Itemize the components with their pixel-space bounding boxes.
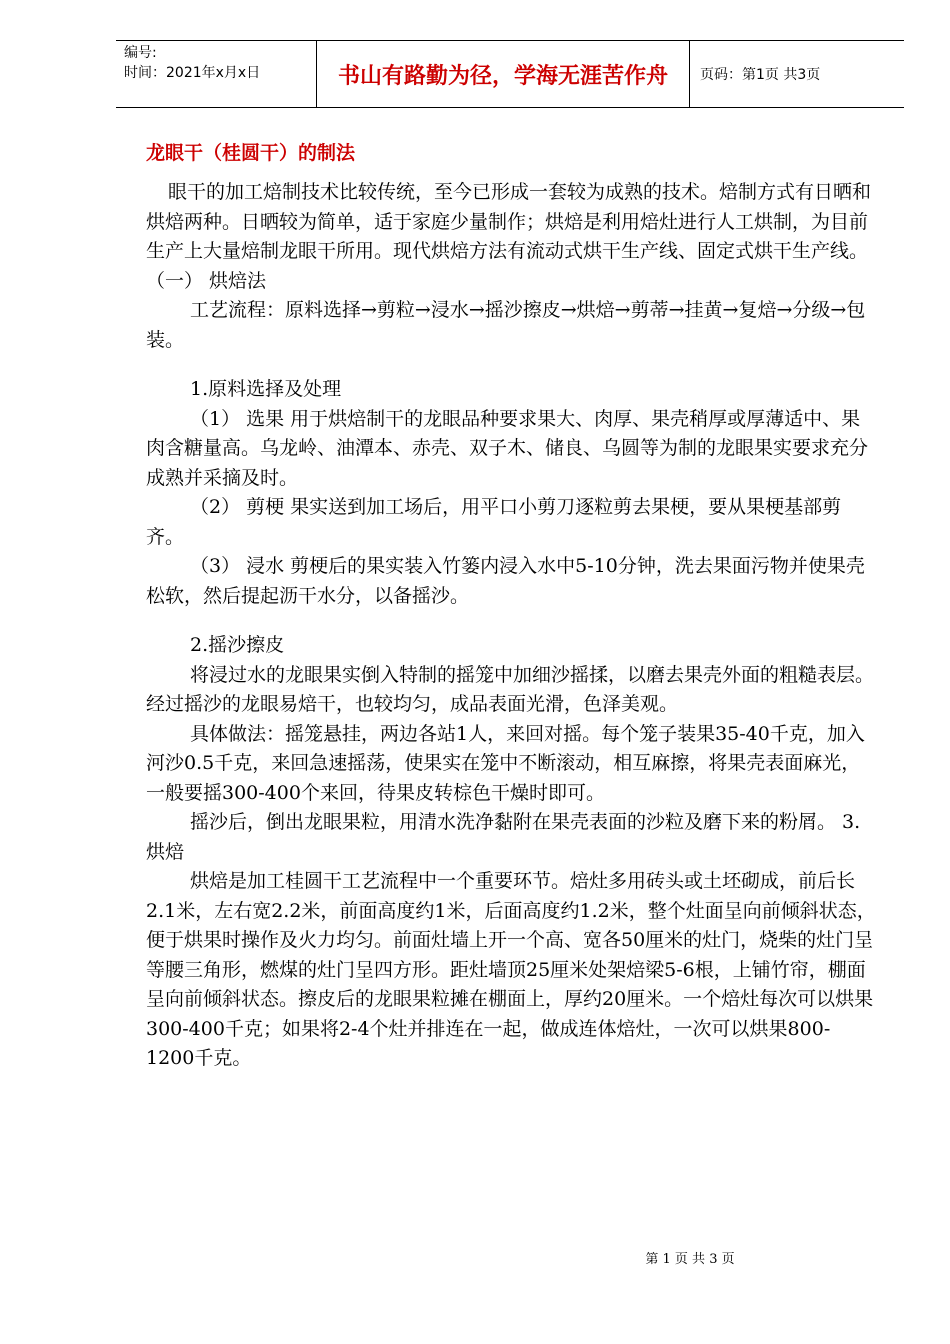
step2-paragraph-1: 将浸过水的龙眼果实倒入特制的摇笼中加细沙摇揉，以磨去果壳外面的粗糙表层。经过摇沙的龙眼易焙干，也较均匀，成品表面光滑，色泽美观。 — [146, 663, 875, 715]
step2-paragraph-3: 摇沙后，倒出龙眼果粒，用清水洗净黏附在果壳表面的沙粒及磨下来的粉屑。 3.烘焙 — [146, 811, 861, 863]
page-header — [116, 40, 904, 108]
footer-page-number: 第 1 页 共 3 页 — [645, 1252, 735, 1267]
step2-heading: 2.摇沙擦皮 — [190, 634, 285, 656]
step1-item-1: （1） 选果 用于烘焙制干的龙眼品种要求果大、肉厚、果壳稍厚或厚薄适中、果肉含糖量高。乌龙岭、油潭本、赤壳、双子木、储良、乌圆等为制的龙眼果实要求充分成熟并采摘及时。 — [146, 407, 869, 489]
process-paragraph: 工艺流程：原料选择→剪粒→浸水→摇沙擦皮→烘焙→剪蒂→挂黄→复焙→分级→包装。 — [146, 299, 866, 351]
section-heading: （一） 烘焙法 — [146, 269, 267, 292]
header-meta — [116, 41, 316, 107]
document-body — [146, 178, 876, 1074]
step3-paragraph-1: 烘焙是加工桂圆干工艺流程中一个重要环节。焙灶多用砖头或土坯砌成，前后长2.1米，左右宽2.2米，前面高度约1米，后面高度约1.2米，整个灶面呈向前倾斜状态，便于烘果时操作及火力均匀。前面灶墙上开一个高、宽各50厘米的灶门，烧柴的灶门呈等腰三角形，燃煤的灶门呈四方形。距灶墙顶25厘米处架焙梁5-6根，上铺竹帘，棚面呈向前倾斜状态。擦皮后的龙眼果粒摊在棚面上，厚约20厘米。一个焙灶每次可以烘果300-400千克；如果将2-4个灶并排连在一起，做成连体焙灶，一次可以烘果800-1200千克。 — [146, 870, 876, 1069]
step1-heading: 1.原料选择及处理 — [190, 378, 342, 400]
document-title: 龙眼干（桂圆干）的制法 — [146, 142, 356, 164]
header-motto: 书山有路勤为径，学海无涯苦作舟 — [316, 41, 690, 107]
step1-item-3: （3） 浸水 剪梗后的果实装入竹篓内浸入水中5-10分钟，洗去果面污物并使果壳松软，然后提起沥干水分，以备摇沙。 — [146, 555, 865, 607]
step1-item-2: （2） 剪梗 果实送到加工场后，用平口小剪刀逐粒剪去果梗，要从果梗基部剪齐。 — [146, 496, 842, 548]
page-footer — [0, 1248, 950, 1267]
header-page-info: 页码：第1页 共3页 — [700, 67, 821, 83]
document-number-label: 编号: — [124, 45, 157, 61]
document-time-label: 时间：2021年x月x日 — [124, 65, 261, 81]
intro-paragraph: 眼干的加工焙制技术比较传统，至今已形成一套较为成熟的技术。焙制方式有日晒和烘焙两种。日晒较为简单，适于家庭少量制作；烘焙是利用焙灶进行人工烘制，为目前生产上大量焙制龙眼干所用。现代烘焙方法有流动式烘干生产线、固定式烘干生产线。 — [146, 181, 872, 262]
step2-paragraph-2: 具体做法：摇笼悬挂，两边各站1人，来回对摇。每个笼子装果35-40千克，加入河沙0.5千克，来回急速摇荡，使果实在笼中不断滚动，相互麻擦，将果壳表面麻光，一般要摇300-400个来回，待果皮转棕色干燥时即可。 — [146, 722, 865, 804]
